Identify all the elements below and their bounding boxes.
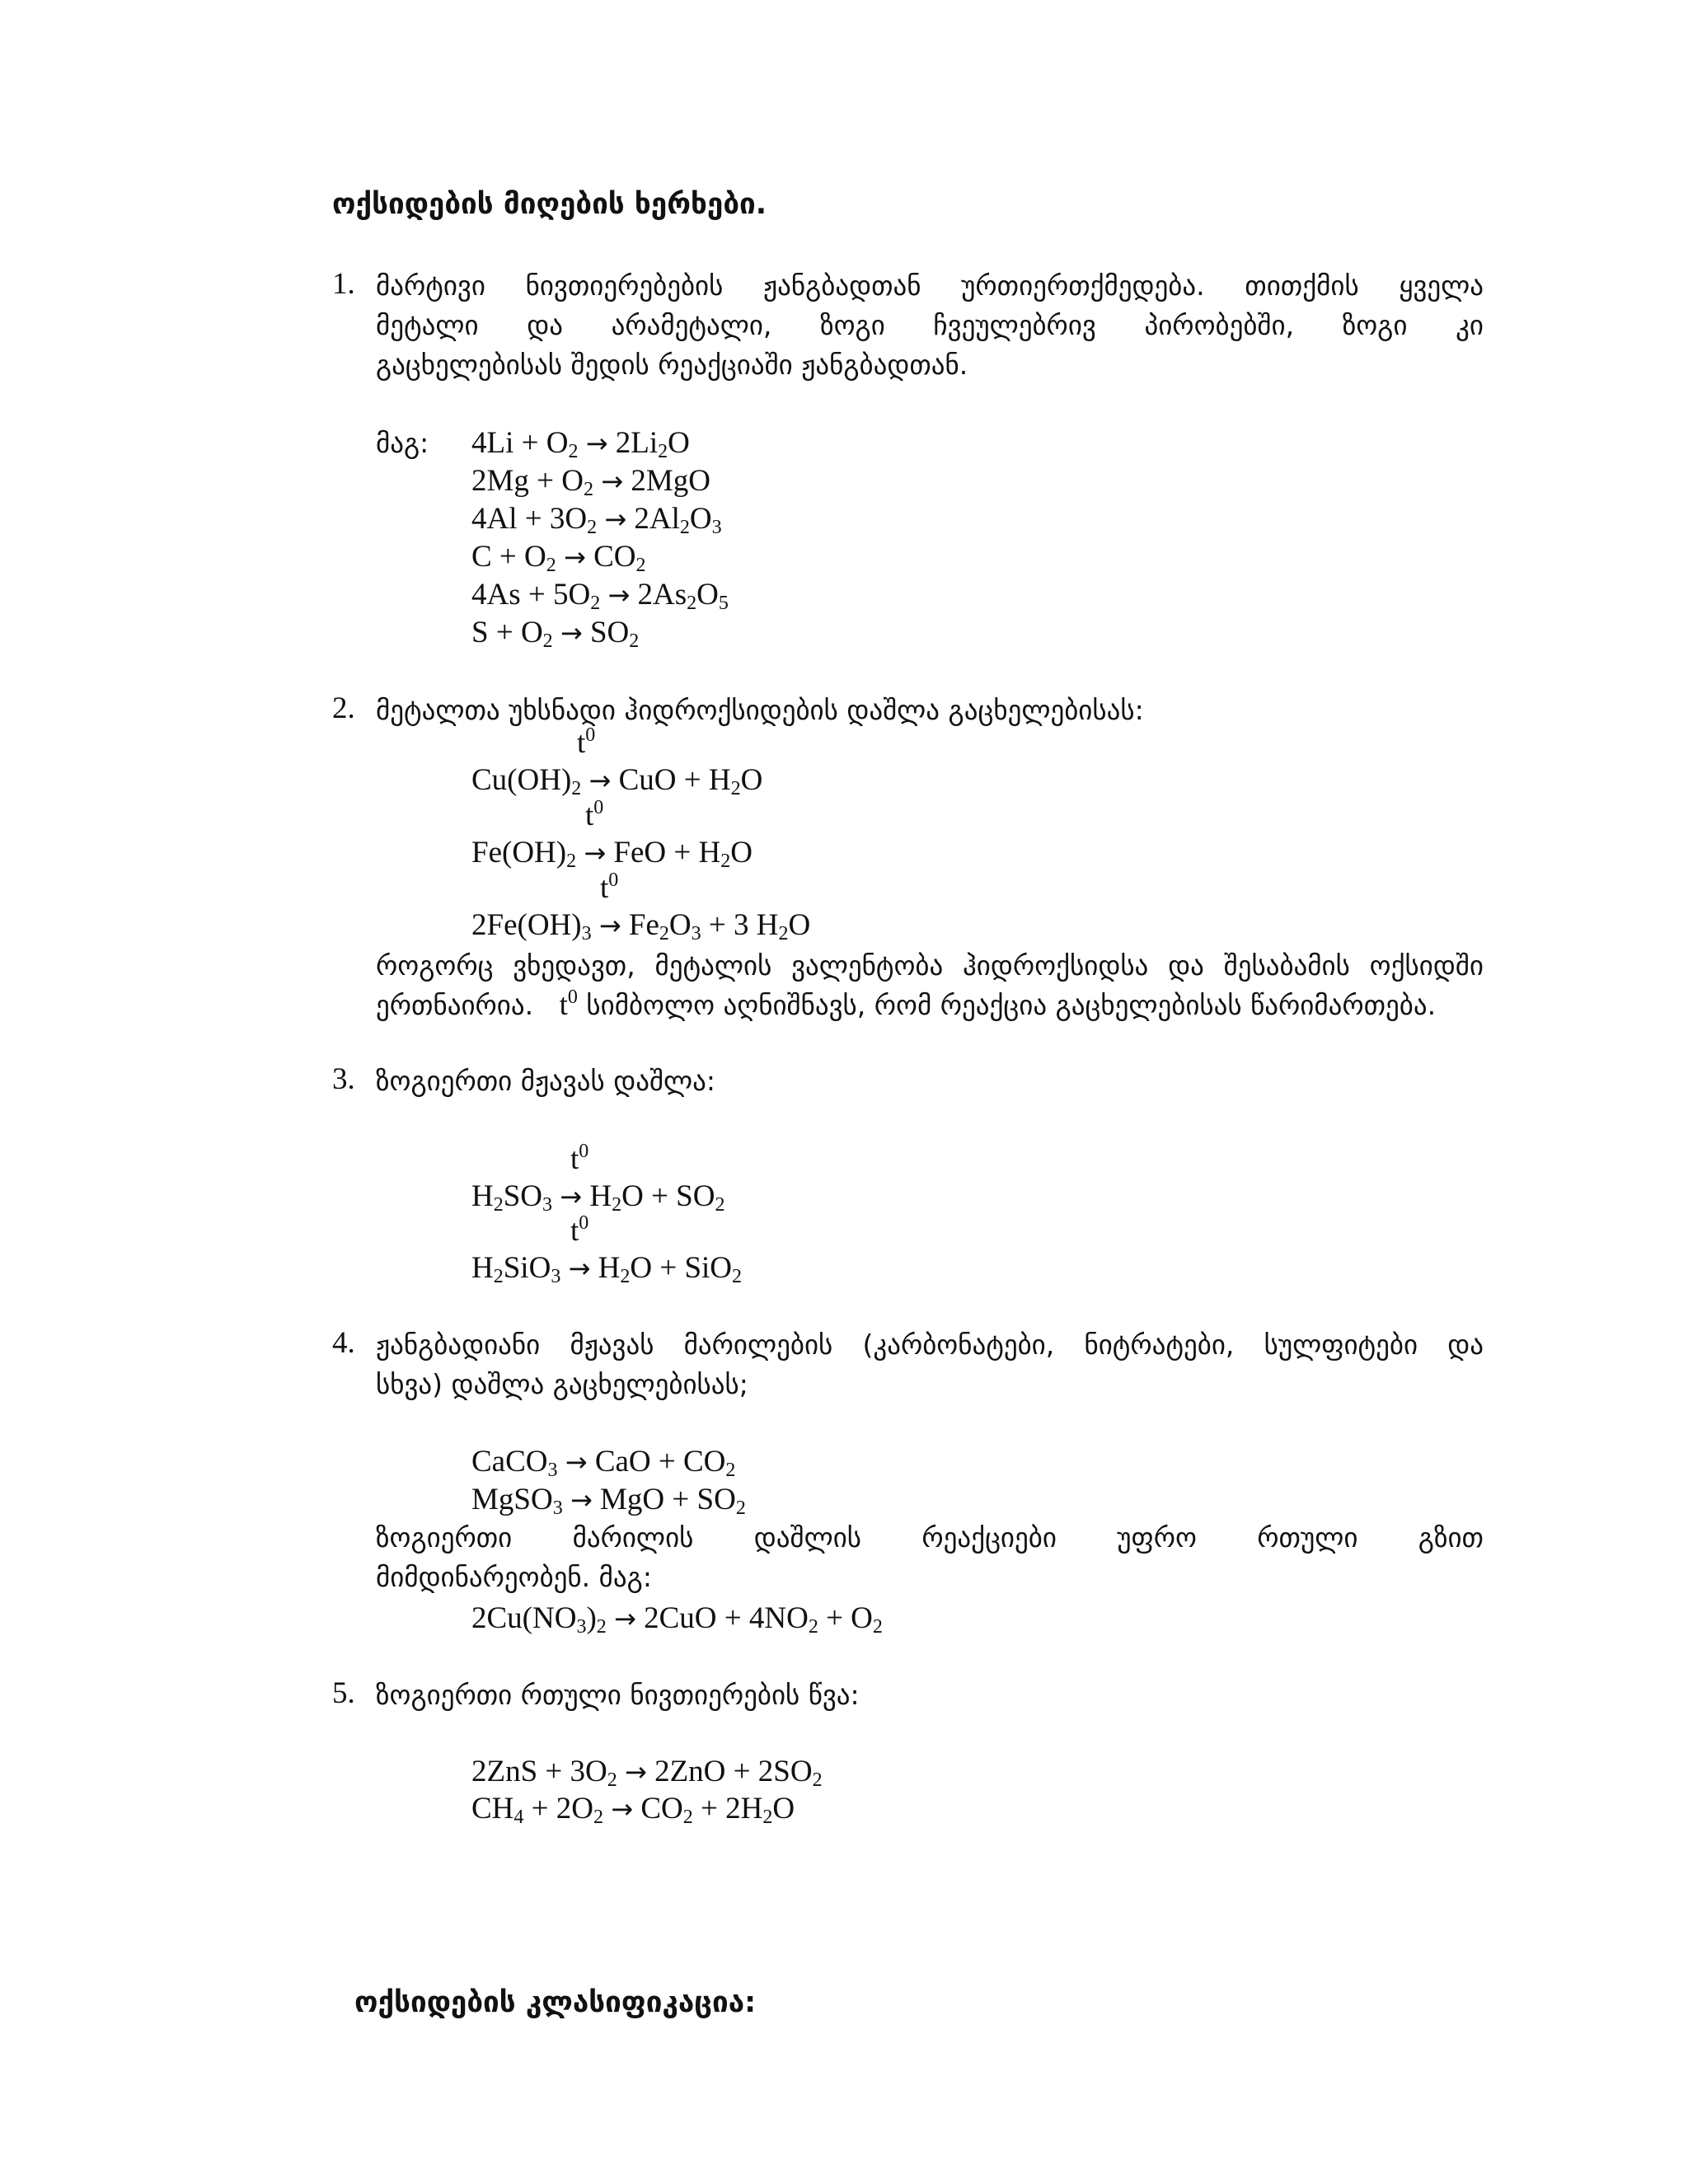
section-title-classification: ოქსიდების კლასიფიკაცია:	[354, 1986, 757, 2019]
section-4-note-line-1: ზოგიერთი მარილის დაშლის რეაქციები უფრო რთული გზით	[376, 1521, 1484, 1554]
section-4-text	[376, 1325, 1484, 1404]
section-4-line-1: ჟანგბადიანი მჟავას მარილების (კარბონატები, ნიტრატები, სულფიტები და	[376, 1329, 1484, 1361]
page-title: ოქსიდების მიღების ხერხები.	[332, 188, 767, 221]
equation: $H_2SO_3 \to H_2O + SO_2$	[471, 1179, 725, 1216]
section-2-heading: მეტალთა უხსნადი ჰიდროქსიდების დაშლა გაცხელებისას:	[376, 694, 1144, 726]
section-5-heading: ზოგიერთი რთული ნივთიერების წვა:	[376, 1679, 860, 1711]
section-4-line-2: სხვა) დაშლა გაცხელებისას;	[376, 1368, 748, 1400]
section-2-note-line-1: როგორც ვხედავთ, მეტალის ვალენტობა ჰიდროქსიდსა და შესაბამის ოქსიდში	[376, 949, 1484, 982]
equation: CaCO$_3$ → CaO + $CO_2$	[471, 1445, 736, 1481]
equation: $4Al + 3O_2 \to 2Al_2O_3$	[471, 502, 722, 538]
section-2-note	[376, 946, 1484, 1025]
equation: MgSO$_3$ → MgO + $SO_2$	[471, 1483, 746, 1519]
section-4-number: 4.	[332, 1326, 355, 1360]
heat-mark: $t^0$	[585, 797, 604, 832]
section-2-number: 2.	[332, 691, 355, 725]
section-1-text	[376, 266, 1484, 385]
section-4-note-line-2: მიმდინარეობენ. მაგ:	[376, 1561, 652, 1593]
heat-mark: $t^0$	[570, 1141, 589, 1176]
equation: $2Cu(NO_3)_2 \to 2CuO + 4NO_2 + O_2$	[471, 1601, 883, 1638]
section-1-number: 1.	[332, 267, 355, 301]
equation: $4As + 5O_2 \to 2As_2O_5$	[471, 578, 729, 614]
equation: $S + O_2 \to SO_2$	[471, 616, 640, 652]
equation: $2Mg + O_2 \to 2MgO$	[471, 464, 710, 500]
example-label: მაგ:	[376, 427, 429, 459]
heat-mark: $t^0$	[570, 1212, 589, 1248]
section-2-note-line-2: ერთნაირია. $t^0$ სიმბოლო აღნიშნავს, რომ რეაქცია გაცხელებისას წარიმართება.	[376, 987, 1437, 1022]
heat-mark: $t^0$	[577, 724, 596, 760]
section-3-number: 3.	[332, 1062, 355, 1096]
section-4-note	[376, 1518, 1484, 1597]
section-5-number: 5.	[332, 1676, 355, 1710]
equation: $CH_4 + 2O_2 \to CO_2 + 2H_2O$	[471, 1792, 795, 1828]
equation: $C + O_2 \to CO_2$	[471, 540, 646, 576]
equation: $2ZnS + 3O_2 \to 2ZnO + 2SO_2$	[471, 1755, 823, 1791]
heat-mark-inline: $t^0$	[559, 987, 578, 1022]
equation: $2Fe(OH)_3 \to Fe_2O_3 + 3$ $H_2O$	[471, 908, 811, 944]
equation: $Cu(OH)_2$ → CuO + $H_2O$	[471, 763, 763, 799]
section-3-heading: ზოგიერთი მჟავას დაშლა:	[376, 1065, 716, 1097]
section-1-line-3: გაცხელებისას შედის რეაქციაში ჟანგბადთან.	[376, 349, 968, 381]
section-1-line-1: მარტივი ნივთიერებების ჟანგბადთან ურთიერთქმედება. თითქმის ყველა	[376, 269, 1484, 302]
heat-mark: $t^0$	[600, 869, 619, 905]
equation: $H_2SiO_3 \to H_2O + SiO_2$	[471, 1251, 743, 1287]
equation: $Fe(OH)_2$ → FeO + $H_2O$	[471, 836, 753, 872]
equation: $4Li + O_2 \to 2Li_2O$	[471, 426, 690, 462]
section-1-line-2: მეტალი და არამეტალი, ზოგი ჩვეულებრივ პირობებში, ზოგი კი	[376, 309, 1484, 341]
